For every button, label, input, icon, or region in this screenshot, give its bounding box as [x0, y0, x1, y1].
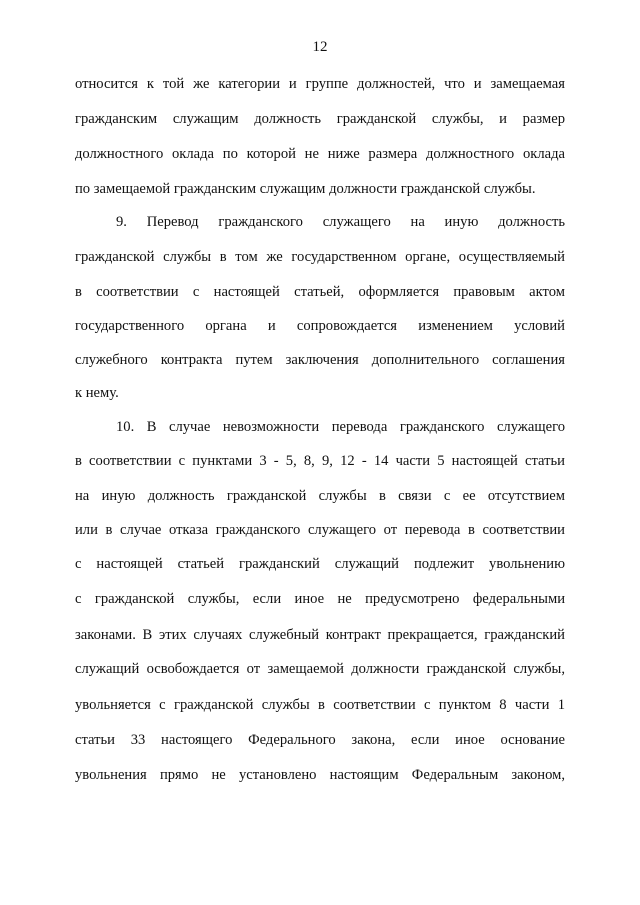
- text-line: в соответствии с настоящей статьей, оформляется правовым актом: [75, 284, 565, 300]
- text-line: гражданским служащим должность гражданской службы, и размер: [75, 111, 565, 127]
- text-line: 10. В случае невозможности перевода гражданского служащего: [116, 419, 565, 435]
- text-line: служащий освобождается от замещаемой должности гражданской службы,: [75, 661, 565, 677]
- text-line: по замещаемой гражданским служащим должности гражданской службы.: [75, 181, 536, 197]
- text-line: 9. Перевод гражданского служащего на иную должность: [116, 214, 565, 230]
- text-line: увольняется с гражданской службы в соответствии с пунктом 8 части 1: [75, 697, 565, 713]
- page-number: 12: [312, 39, 328, 55]
- text-line: или в случае отказа гражданского служащего от перевода в соответствии: [75, 522, 565, 538]
- text-line: к нему.: [75, 385, 119, 401]
- text-line: с настоящей статьей гражданский служащий подлежит увольнению: [75, 556, 565, 572]
- text-line: законами. В этих случаях служебный контракт прекращается, гражданский: [75, 627, 565, 643]
- text-line: статьи 33 настоящего Федерального закона, если иное основание: [75, 732, 565, 748]
- text-line: на иную должность гражданской службы в связи с ее отсутствием: [75, 488, 565, 504]
- text-line: должностного оклада по которой не ниже размера должностного оклада: [75, 146, 565, 162]
- text-line: служебного контракта путем заключения дополнительного соглашения: [75, 352, 565, 368]
- text-line: с гражданской службы, если иное не предусмотрено федеральными: [75, 591, 565, 607]
- text-line: увольнения прямо не установлено настоящим Федеральным законом,: [75, 767, 565, 783]
- text-line: государственного органа и сопровождается изменением условий: [75, 318, 565, 334]
- text-line: относится к той же категории и группе должностей, что и замещаемая: [75, 76, 565, 92]
- text-line: в соответствии с пунктами 3 - 5, 8, 9, 12 - 14 части 5 настоящей статьи: [75, 453, 565, 469]
- text-line: гражданской службы в том же государственном органе, осуществляемый: [75, 249, 565, 265]
